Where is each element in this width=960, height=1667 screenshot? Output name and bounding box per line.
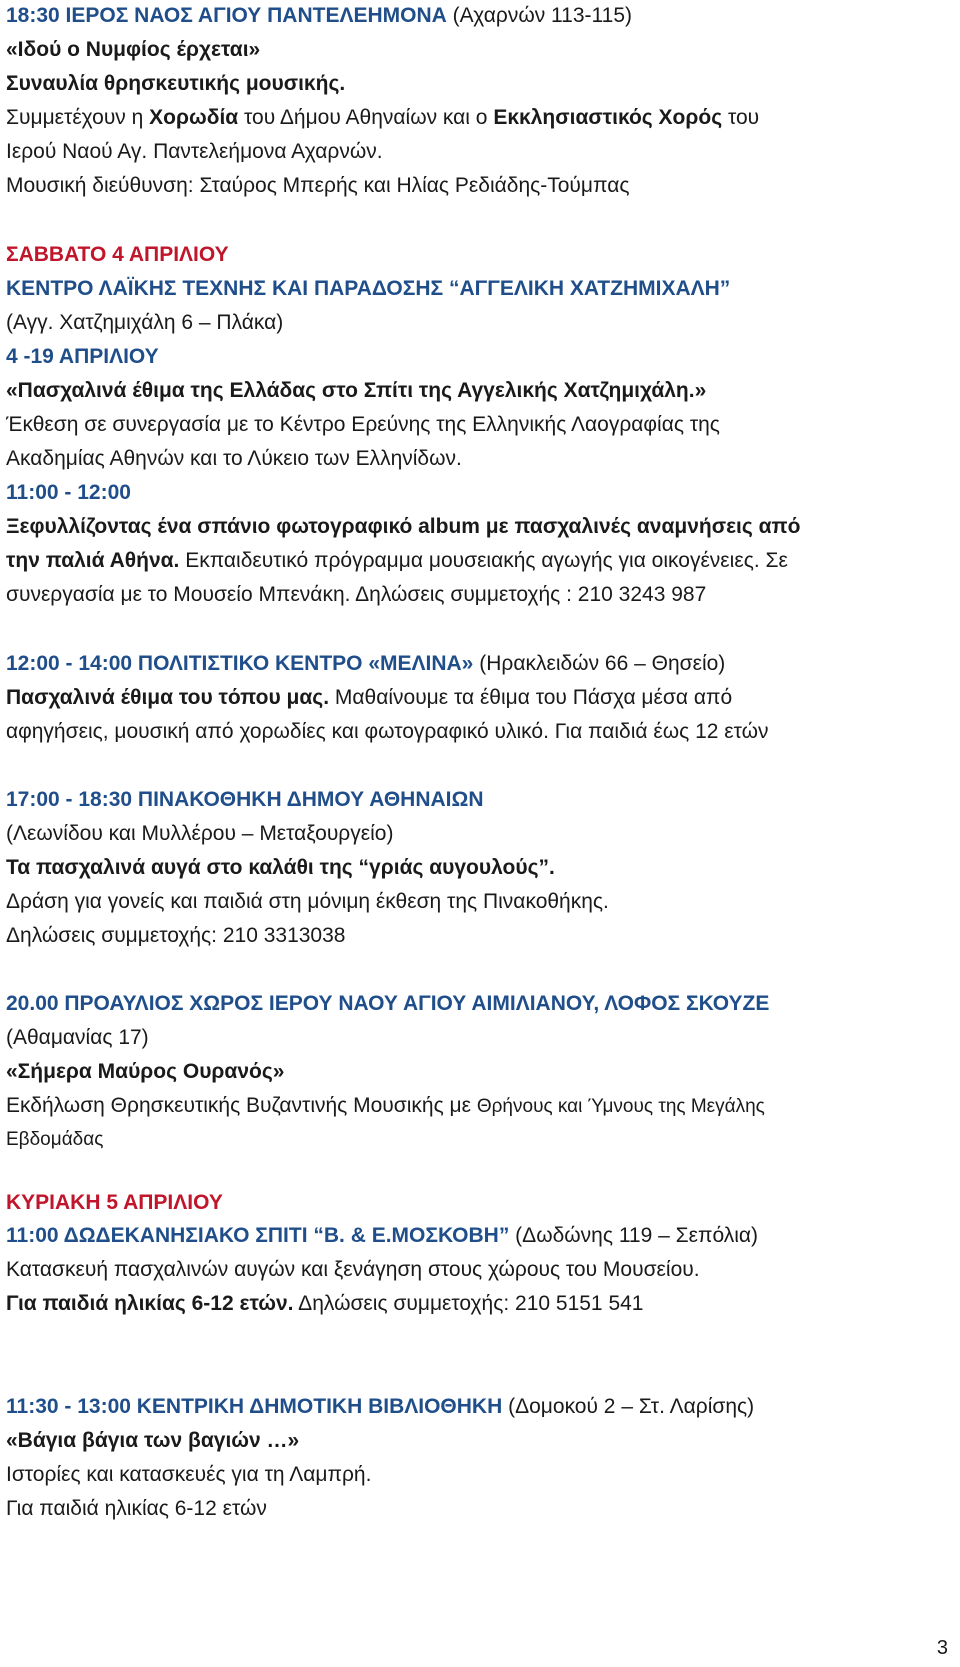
page-number: 3 — [936, 1637, 948, 1659]
event-time-venue: 11:30 - 13:00 ΚΕΝΤΡΙΚΗ ΔΗΜΟΤΙΚΗ ΒΙΒΛΙΟΘΗΚΗ — [6, 1395, 503, 1418]
event-title: «Ιδού ο Νυμφίος έρχεται» — [6, 38, 261, 61]
event-description-cont: Ακαδημίας Αθηνών και το Λύκειο των Ελληνίδων. — [6, 447, 462, 470]
event-address: (Λεωνίδου και Μυλλέρου – Μεταξουργείο) — [6, 822, 394, 845]
event-address: (Αγγ. Χατζημιχάλη 6 – Πλάκα) — [6, 311, 284, 334]
event-title: Ξεφυλλίζοντας ένα σπάνιο φωτογραφικό album με πασχαλινές αναμνήσεις από — [6, 515, 801, 538]
event-venue: ΚΕΝΤΡΟ ΛΑΪΚΗΣ ΤΕΧΝΗΣ ΚΑΙ ΠΑΡΑΔΟΣΗΣ “ΑΓΓΕΛΙΚΗ ΧΑΤΖΗΜΙΧΑΛΗ” — [6, 277, 731, 300]
event-time-venue: 12:00 - 14:00 ΠΟΛΙΤΙΣΤΙΚΟ ΚΕΝΤΡΟ «ΜΕΛΙΝΑ» — [6, 652, 474, 675]
event-contact — [6, 1290, 643, 1318]
event-address: (Ηρακλειδών 66 – Θησείο) — [473, 652, 726, 675]
event-description-cont: Ιερού Ναού Αγ. Παντελεήμονα Αχαρνών. — [6, 140, 383, 163]
event-description: Ιστορίες και κατασκευές για τη Λαμπρή. — [6, 1463, 372, 1486]
event-time-venue: 11:00 ΔΩΔΕΚΑΝΗΣΙΑΚΟ ΣΠΙΤΙ “Β. & Ε.ΜΟΣΚΟΒΗ” — [6, 1224, 510, 1247]
event-address: (Αχαρνών 113-115) — [446, 4, 632, 27]
event-title: Πασχαλινά έθιμα του τόπου μας. — [6, 686, 330, 709]
text: Μαθαίνουμε τα έθιμα του Πάσχα μέσα από — [329, 686, 733, 709]
event-heading — [6, 2, 632, 30]
event-description — [6, 1092, 765, 1121]
text: Συμμετέχουν η — [6, 106, 150, 129]
event-address: (Αθαμανίας 17) — [6, 1026, 149, 1049]
event-heading — [6, 1393, 754, 1421]
text-bold: την παλιά Αθήνα. — [6, 549, 180, 572]
event-address: (Δωδώνης 119 – Σεπόλια) — [509, 1224, 759, 1247]
event-title: «Βάγια βάγια των βαγιών …» — [6, 1429, 300, 1452]
event-time-venue: 20.00 ΠΡΟΑΥΛΙΟΣ ΧΩΡΟΣ ΙΕΡΟΥ ΝΑΟΥ ΑΓΙΟΥ ΑΙΜΙΛΙΑΝΟΥ, ΛΟΦΟΣ ΣΚΟΥΖΕ — [6, 992, 770, 1015]
event-time-venue: 18:30 ΙΕΡΟΣ ΝΑΟΣ ΑΓΙΟΥ ΠΑΝΤΕΛΕΗΜΟΝΑ — [6, 4, 447, 27]
event-heading — [6, 650, 725, 678]
event-description-cont: Εβδομάδας — [6, 1129, 104, 1150]
text: Δηλώσεις συμμετοχής: 210 5151 541 — [293, 1292, 644, 1315]
text-small: Θρήνους και Ύμνους της Μεγάλης — [476, 1096, 765, 1117]
text-bold: Για παιδιά ηλικίας 6-12 ετών. — [6, 1292, 294, 1315]
event-audience: Για παιδιά ηλικίας 6-12 ετών — [6, 1497, 267, 1520]
event-heading — [6, 1222, 758, 1250]
day-heading-saturday: ΣΑΒΒΑΤΟ 4 ΑΠΡΙΛΙΟΥ — [6, 243, 229, 266]
event-description: Δράση για γονείς και παιδιά στη μόνιμη έκθεση της Πινακοθήκης. — [6, 890, 609, 913]
event-description: Κατασκευή πασχαλινών αυγών και ξενάγηση στους χώρους του Μουσείου. — [6, 1258, 700, 1281]
event-subtitle: Συναυλία θρησκευτικής μουσικής. — [6, 72, 346, 95]
text: Εκδήλωση Θρησκευτικής Βυζαντινής Μουσικής με — [6, 1094, 477, 1117]
event-description: Έκθεση σε συνεργασία με το Κέντρο Ερεύνης της Ελληνικής Λαογραφίας της — [6, 413, 720, 436]
event-contact: συνεργασία με το Μουσείο Μπενάκη. Δηλώσεις συμμετοχής : 210 3243 987 — [6, 583, 707, 606]
text-bold: Χορωδία — [149, 106, 239, 129]
day-heading-sunday: ΚΥΡΙΑΚΗ 5 ΑΠΡΙΛΙΟΥ — [6, 1191, 223, 1214]
event-title: «Πασχαλινά έθιμα της Ελλάδας στο Σπίτι της Αγγελικής Χατζημιχάλη.» — [6, 379, 707, 402]
event-time-venue: 17:00 - 18:30 ΠΙΝΑΚΟΘΗΚΗ ΔΗΜΟΥ ΑΘΗΝΑΙΩΝ — [6, 788, 484, 811]
event-direction: Μουσική διεύθυνση: Σταύρος Μπερής και Ηλίας Ρεδιάδης-Τούμπας — [6, 174, 630, 197]
event-time: 11:00 - 12:00 — [6, 481, 131, 504]
event-description — [6, 547, 788, 575]
event-description-cont: αφηγήσεις, μουσική από χορωδίες και φωτογραφικό υλικό. Για παιδιά έως 12 ετών — [6, 720, 769, 743]
text: του Δήμου Αθηναίων και ο — [238, 106, 494, 129]
text: του — [722, 106, 760, 129]
event-dates: 4 -19 ΑΠΡΙΛΙΟΥ — [6, 345, 159, 368]
event-title: «Σήμερα Μαύρος Ουρανός» — [6, 1060, 285, 1083]
event-address: (Δομοκού 2 – Στ. Λαρίσης) — [502, 1395, 755, 1418]
event-title: Τα πασχαλινά αυγά στο καλάθι της “γριάς αυγουλούς”. — [6, 856, 555, 879]
event-description — [6, 104, 759, 132]
event-contact: Δηλώσεις συμμετοχής: 210 3313038 — [6, 924, 346, 947]
text: Εκπαιδευτικό πρόγραμμα μουσειακής αγωγής για οικογένειες. Σε — [179, 549, 788, 572]
event-description — [6, 684, 732, 712]
text-bold: Εκκλησιαστικός Χορός — [493, 106, 723, 129]
